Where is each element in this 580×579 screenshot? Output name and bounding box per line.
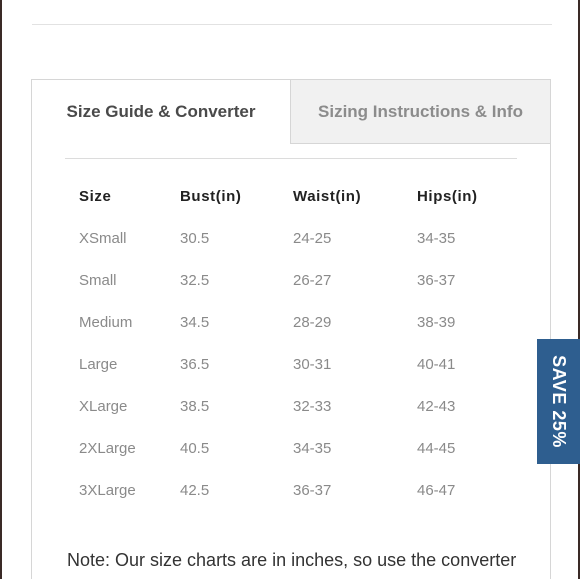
cell-bust: 34.5	[180, 313, 210, 331]
cell-hips: 40-41	[417, 355, 456, 373]
cell-size: XLarge	[79, 397, 128, 415]
cell-hips: 42-43	[417, 397, 456, 415]
table-row	[67, 385, 507, 427]
size-guide-panel	[31, 79, 551, 579]
divider	[32, 24, 552, 25]
cell-size: 2XLarge	[79, 439, 136, 457]
cell-hips: 36-37	[417, 271, 456, 289]
cell-hips: 46-47	[417, 481, 456, 499]
size-chart-table	[67, 175, 507, 511]
cell-hips: 44-45	[417, 439, 456, 457]
cell-hips: 38-39	[417, 313, 456, 331]
promo-label: SAVE 25%	[549, 355, 569, 448]
cell-size: Medium	[79, 313, 133, 331]
table-row	[67, 343, 507, 385]
cell-size: XSmall	[79, 229, 127, 247]
cell-bust: 40.5	[180, 439, 210, 457]
divider	[65, 158, 517, 159]
table-header-row	[67, 175, 507, 217]
cell-hips: 34-35	[417, 229, 456, 247]
save-25-promo-button[interactable]	[537, 339, 580, 464]
cell-waist: 36-37	[293, 481, 332, 499]
tab-bar	[32, 80, 550, 144]
table-row	[67, 259, 507, 301]
column-header-waist: Waist(in)	[293, 187, 362, 205]
column-header-size: Size	[79, 187, 112, 205]
table-row	[67, 217, 507, 259]
table-row	[67, 301, 507, 343]
cell-waist: 34-35	[293, 439, 332, 457]
size-guide-modal	[2, 0, 578, 579]
cell-waist: 24-25	[293, 229, 332, 247]
size-chart-note: Note: Our size charts are in inches, so use the converter	[67, 550, 517, 570]
table-row	[67, 427, 507, 469]
cell-bust: 36.5	[180, 355, 210, 373]
cell-waist: 28-29	[293, 313, 332, 331]
cell-waist: 30-31	[293, 355, 332, 373]
cell-waist: 32-33	[293, 397, 332, 415]
tab-size-guide[interactable]: Size Guide & Converter	[32, 80, 290, 144]
cell-bust: 42.5	[180, 481, 210, 499]
cell-bust: 38.5	[180, 397, 210, 415]
tab-sizing-instructions[interactable]: Sizing Instructions & Info	[290, 80, 550, 144]
column-header-bust: Bust(in)	[180, 187, 242, 205]
table-row	[67, 469, 507, 511]
cell-size: Large	[79, 355, 118, 373]
cell-bust: 32.5	[180, 271, 210, 289]
cell-waist: 26-27	[293, 271, 332, 289]
cell-bust: 30.5	[180, 229, 210, 247]
column-header-hips: Hips(in)	[417, 187, 478, 205]
cell-size: Small	[79, 271, 117, 289]
cell-size: 3XLarge	[79, 481, 136, 499]
